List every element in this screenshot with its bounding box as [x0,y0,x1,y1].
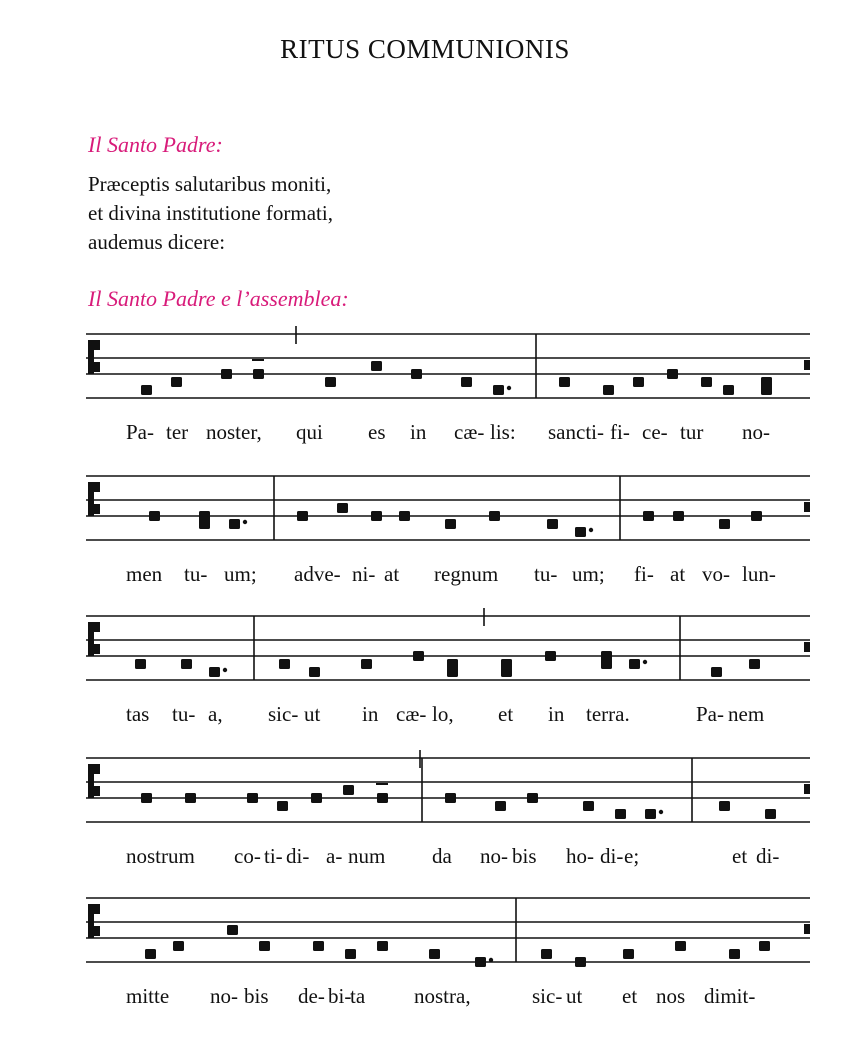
neume-note [447,667,458,677]
neume-note [765,809,776,819]
syllable: um; [224,562,257,586]
neume-note [343,785,354,795]
chant-staff [86,326,810,406]
neume-note [337,503,348,513]
neume-note [361,659,372,669]
chant-lyrics [88,844,808,872]
syllable: di- [756,844,780,868]
neume-note [575,527,586,537]
syllable: et [622,984,638,1008]
syllable: ut [566,984,583,1008]
neume-note [185,793,196,803]
syllable: at [384,562,400,586]
syllable: sic- [268,702,299,726]
neume-note [229,519,240,529]
prayer-text [88,170,333,257]
c-clef-icon [88,340,94,374]
syllable: es [368,420,386,444]
chant-staff [86,890,810,970]
neume-note [377,941,388,951]
neume-note [461,377,472,387]
neume-note [501,667,512,677]
syllable: tu- [184,562,208,586]
prayer-line: audemus dicere: [88,230,226,254]
syllable: ti- [264,844,283,868]
syllable: regnum [434,562,499,586]
chant-lyrics [88,562,808,590]
syllable: vo- [702,562,730,586]
syllable: Pa- [696,702,724,726]
c-clef-icon [88,482,94,516]
syllable: adve- [294,562,341,586]
rubric-celebrant: Il Santo Padre: [88,132,223,157]
syllable: tu- [172,702,196,726]
neume-note [719,519,730,529]
syllable: a, [208,702,223,726]
syllable: dimit- [704,984,756,1008]
punctum-mora-dot [243,520,247,524]
syllable: tu- [534,562,558,586]
neume-note [761,385,772,395]
custos-icon [804,924,810,934]
neume-note [545,651,556,661]
syllable: nostra, [414,984,471,1008]
syllable: ut [304,702,321,726]
neume-note [673,511,684,521]
c-clef-icon [94,926,100,936]
syllable: nem [728,702,765,726]
syllable: a- [326,844,343,868]
syllable: et [498,702,514,726]
custos-icon [804,784,810,794]
punctum-mora-dot [643,660,647,664]
syllable: tas [126,702,150,726]
syllable: ce- [642,420,668,444]
chant-lyrics [88,984,808,1012]
syllable: noster, [206,420,262,444]
neume-note [629,659,640,669]
c-clef-icon [94,362,100,372]
syllable: nostrum [126,844,195,868]
syllable: bi- [328,984,352,1008]
chant-staff [86,750,810,830]
neume-note [749,659,760,669]
punctum-mora-dot [659,810,663,814]
c-clef-icon [88,622,94,656]
syllable: mitte [126,984,170,1008]
syllable: ho- [566,844,594,868]
neume-note [729,949,740,959]
custos-icon [804,502,810,512]
c-clef-icon [94,622,100,632]
neume-note [345,949,356,959]
syllable: num [348,844,386,868]
syllable: co- [234,844,261,868]
neume-note [259,941,270,951]
neume-note [181,659,192,669]
neume-note [277,801,288,811]
syllable: in [362,702,379,726]
syllable: sancti- [548,420,604,444]
syllable: et [732,844,748,868]
neume-note [575,957,586,967]
neume-note [135,659,146,669]
neume-note [413,651,424,661]
c-clef-icon [94,644,100,654]
neume-note [675,941,686,951]
neume-note [603,385,614,395]
neume-note [399,511,410,521]
neume-note [445,519,456,529]
syllable: ta [350,984,366,1008]
neume-note [495,801,506,811]
neume-note [411,369,422,379]
neume-note [313,941,324,951]
syllable: di- [600,844,624,868]
neume-note [227,925,238,935]
neume-note [371,511,382,521]
syllable: fi- [610,420,630,444]
syllable: ni- [352,562,376,586]
neume-note [141,385,152,395]
neume-note [751,511,762,521]
neume-note [445,793,456,803]
punctum-mora-dot [223,668,227,672]
chant-lyrics [88,702,808,730]
page-title: RITUS COMMUNIONIS [280,34,570,64]
chant-lyrics [88,420,808,448]
c-clef-icon [94,504,100,514]
syllable: cæ- [396,702,427,726]
neume-note [623,949,634,959]
syllable: um; [572,562,605,586]
neume-note [493,385,504,395]
syllable: sic- [532,984,563,1008]
syllable: lo, [432,702,454,726]
syllable: no- [480,844,508,868]
syllable: at [670,562,686,586]
neume-note [489,511,500,521]
syllable: no- [210,984,238,1008]
syllable: de- [298,984,325,1008]
punctum-mora-dot [507,386,511,390]
neume-note [723,385,734,395]
c-clef-icon [88,764,94,798]
neume-note [701,377,712,387]
neume-note [527,793,538,803]
neume-note [149,511,160,521]
custos-icon [804,360,810,370]
neume-note [171,377,182,387]
neume-note [541,949,552,959]
c-clef-icon [88,904,94,938]
prayer-line: Præceptis salutaribus moniti, [88,172,332,196]
neume-note [279,659,290,669]
neume-note [475,957,486,967]
neume-note [371,361,382,371]
neume-note [325,377,336,387]
rubric-celebrant-and-assembly: Il Santo Padre e l’assemblea: [88,286,349,311]
syllable: nos [656,984,686,1008]
neume-note [377,793,388,803]
neume-note [141,793,152,803]
syllable: lis: [490,420,516,444]
syllable: in [548,702,565,726]
neume-note [253,369,264,379]
neume-note [297,511,308,521]
prayer-line: et divina institutione formati, [88,201,333,225]
syllable: terra. [586,702,630,726]
neume-note [615,809,626,819]
syllable: ter [166,420,189,444]
syllable: qui [296,420,323,444]
syllable: lun- [742,562,776,586]
neume-note [583,801,594,811]
syllable: di- [286,844,310,868]
syllable: in [410,420,427,444]
neume-note [247,793,258,803]
syllable: Pa- [126,420,154,444]
syllable: da [432,844,452,868]
syllable: bis [244,984,269,1008]
neume-note [173,941,184,951]
c-clef-icon [94,904,100,914]
c-clef-icon [94,786,100,796]
neume-note [221,369,232,379]
neume-note [559,377,570,387]
punctum-mora-dot [589,528,593,532]
punctum-mora-dot [489,958,493,962]
neume-note [759,941,770,951]
custos-icon [804,642,810,652]
neume-note [311,793,322,803]
neume-note [711,667,722,677]
chant-staff [86,608,810,688]
neume-note [643,511,654,521]
neume-note [719,801,730,811]
syllable: fi- [634,562,654,586]
chant-staff [86,468,810,548]
neume-note [429,949,440,959]
syllable: men [126,562,163,586]
c-clef-icon [94,482,100,492]
neume-note [601,659,612,669]
neume-note [645,809,656,819]
syllable: e; [624,844,640,868]
neume-note [547,519,558,529]
neume-note [145,949,156,959]
neume-note [667,369,678,379]
c-clef-icon [94,340,100,350]
c-clef-icon [94,764,100,774]
syllable: tur [680,420,704,444]
syllable: cæ- [454,420,485,444]
syllable: no- [742,420,770,444]
neume-note [209,667,220,677]
syllable: bis [512,844,537,868]
neume-note [309,667,320,677]
neume-note [633,377,644,387]
neume-note [199,519,210,529]
